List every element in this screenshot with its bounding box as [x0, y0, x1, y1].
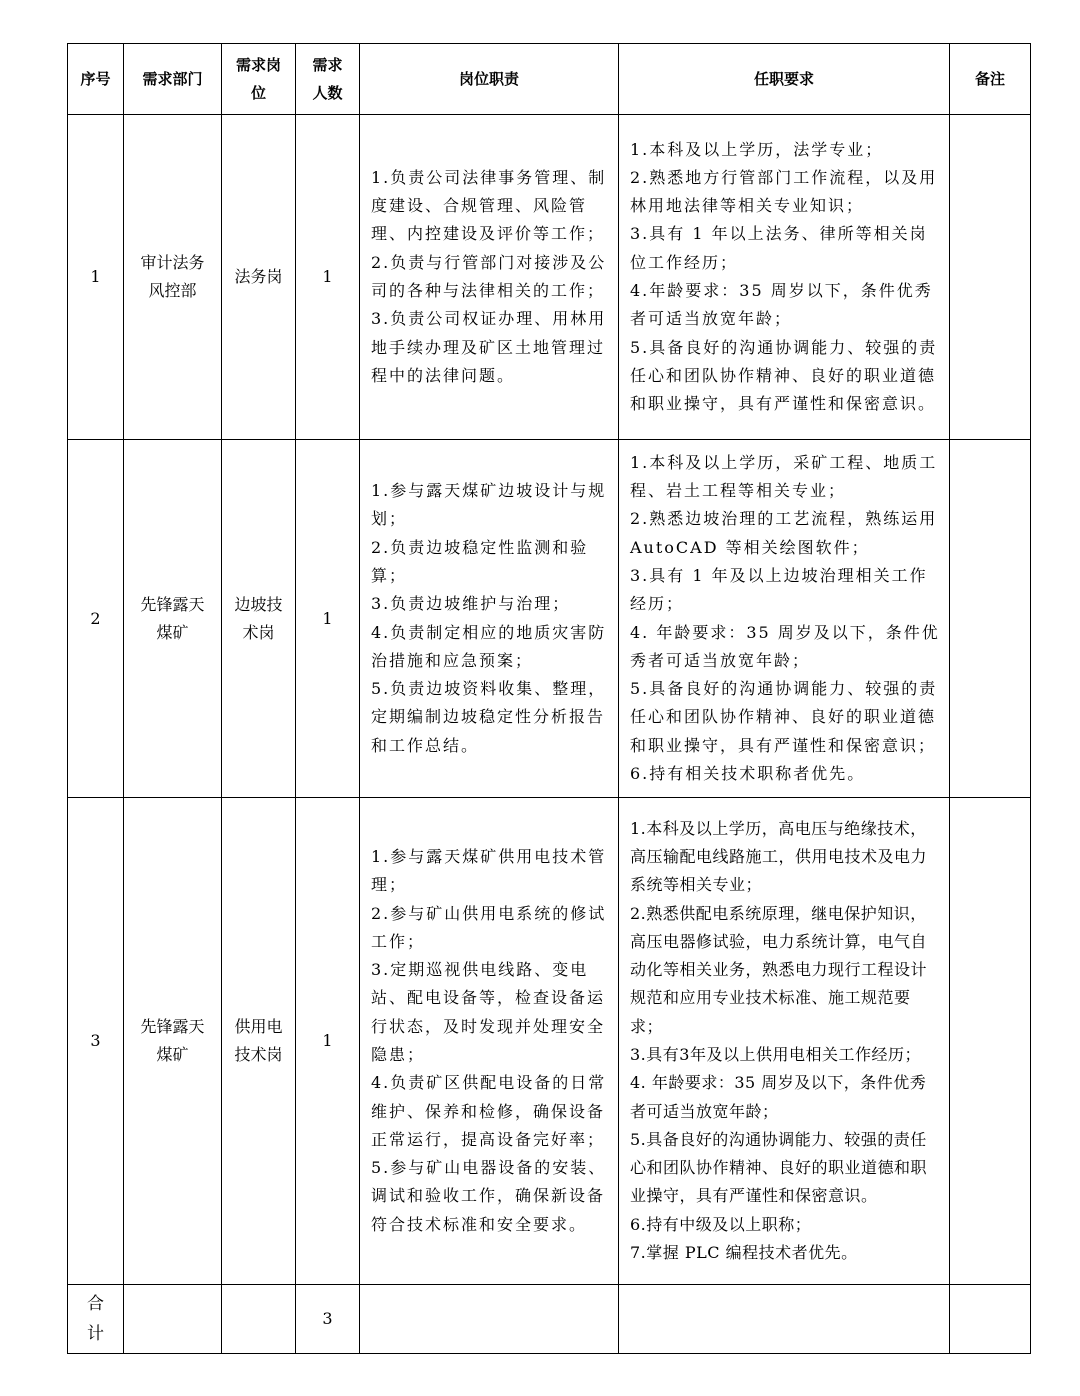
header-headcount: 需求人数 — [296, 44, 360, 115]
duty-item: 1.参与露天煤矿边坡设计与规划； — [371, 481, 607, 529]
row-index: 3 — [68, 798, 124, 1285]
row-department: 审计法务风控部 — [124, 115, 222, 440]
total-row — [68, 1285, 1031, 1354]
total-position — [222, 1285, 296, 1354]
requirement-item: 2.熟悉供配电系统原理，继电保护知识，高压电器修试验，电力系统计算，电气自动化等相关业务，熟悉电力现行工程设计规范和应用专业技术标准、施工规范要求； — [630, 903, 928, 1036]
row-requirements — [619, 798, 950, 1285]
row-requirements — [619, 440, 950, 798]
header-remarks: 备注 — [950, 44, 1031, 115]
row-duties — [360, 440, 619, 798]
duty-item: 4.负责矿区供配电设备的日常维护、保养和检修，确保设备正常运行，提高设备完好率； — [371, 1073, 607, 1149]
duty-item: 1.参与露天煤矿供用电技术管理； — [371, 846, 607, 895]
duty-item: 3.定期巡视供电线路、变电站、配电设备等，检查设备运行状态，及时发现并处理安全隐患； — [371, 960, 606, 1064]
table-row — [68, 798, 1031, 1285]
row-remarks — [950, 440, 1031, 798]
row-position: 边坡技术岗 — [222, 440, 296, 798]
row-remarks — [950, 798, 1031, 1285]
requirement-item: 5.具备良好的沟通协调能力、较强的责任心和团队协作精神、良好的职业道德和职业操守，具有严谨性和保密意识。 — [630, 337, 938, 414]
row-position: 法务岗 — [222, 115, 296, 440]
total-headcount: 3 — [296, 1285, 360, 1354]
row-remarks — [950, 115, 1031, 440]
total-label: 合计 — [68, 1285, 124, 1354]
duty-item: 3.负责边坡维护与治理； — [371, 594, 571, 614]
requirement-item: 2.熟悉地方行管部门工作流程，以及用林用地法律等相关专业知识； — [630, 167, 938, 216]
row-duties — [360, 115, 619, 440]
header-requirements: 任职要求 — [619, 44, 950, 115]
total-remarks — [950, 1285, 1031, 1354]
row-department: 先锋露天煤矿 — [124, 440, 222, 798]
requirement-item: 4. 年龄要求：35 周岁及以下，条件优秀者可适当放宽年龄； — [630, 622, 940, 670]
row-headcount: 1 — [296, 440, 360, 798]
requirement-item: 3.具有 1 年及以上边坡治理相关工作经历； — [630, 565, 928, 614]
duty-item: 1.负责公司法律事务管理、制度建设、合规管理、风险管理、内控建设及评价等工作； — [371, 167, 607, 244]
requirement-item: 1.本科及以上学历，法学专业； — [630, 139, 884, 159]
recruitment-table — [67, 43, 1031, 1354]
requirement-item: 4.年龄要求：35 周岁以下，条件优秀者可适当放宽年龄； — [630, 281, 933, 329]
requirement-item: 6.持有相关技术职称者优先。 — [630, 763, 866, 783]
header-index: 序号 — [68, 44, 124, 115]
requirement-item: 1.本科及以上学历，采矿工程、地质工程、岩土工程等相关专业； — [630, 452, 938, 501]
table-row — [68, 440, 1031, 798]
header-duties: 岗位职责 — [360, 44, 619, 115]
header-position: 需求岗位 — [222, 44, 296, 115]
requirement-item: 3.具有3年及以上供用电相关工作经历； — [630, 1045, 921, 1064]
requirement-item: 6.持有中级及以上职称； — [630, 1214, 812, 1234]
requirement-item: 5.具备良好的沟通协调能力、较强的责任心和团队协作精神、良好的职业道德和职业操守，具有严谨性和保密意识。 — [630, 1129, 928, 1206]
requirement-item: 1.本科及以上学历，高电压与绝缘技术，高压输配电线路施工，供用电技术及电力系统等相关专业； — [630, 818, 928, 895]
total-department — [124, 1285, 222, 1354]
table-row — [68, 115, 1031, 440]
duty-item: 2.负责边坡稳定性监测和验算； — [371, 537, 589, 585]
duty-item: 3.负责公司权证办理、用林用地手续办理及矿区土地管理过程中的法律问题。 — [371, 309, 607, 385]
duty-item: 5.负责边坡资料收集、整理，定期编制边坡稳定性分析报告和工作总结。 — [371, 679, 607, 755]
row-duties — [360, 798, 619, 1285]
requirement-item: 7.掌握 PLC 编程技术者优先。 — [630, 1243, 858, 1263]
row-requirements — [619, 115, 950, 440]
row-department: 先锋露天煤矿 — [124, 798, 222, 1285]
duty-item: 2.负责与行管部门对接涉及公司的各种与法律相关的工作； — [371, 252, 607, 300]
header-row — [68, 44, 1031, 115]
row-index: 1 — [68, 115, 124, 440]
header-department: 需求部门 — [124, 44, 222, 115]
duty-item: 4.负责制定相应的地质灾害防治措施和应急预案； — [371, 622, 607, 670]
row-position: 供用电技术岗 — [222, 798, 296, 1285]
requirement-item: 5.具备良好的沟通协调能力、较强的责任心和团队协作精神、良好的职业道德和职业操守，具有严谨性和保密意识； — [630, 679, 938, 755]
total-duties — [360, 1285, 619, 1354]
requirement-item: 3.具有 1 年以上法务、律所等相关岗位工作经历； — [630, 224, 928, 272]
row-headcount: 1 — [296, 115, 360, 440]
requirement-item: 2.熟悉边坡治理的工艺流程，熟练运用 AutoCAD 等相关绘图软件； — [630, 509, 938, 557]
total-requirements — [619, 1285, 950, 1354]
row-headcount: 1 — [296, 798, 360, 1285]
duty-item: 5.参与矿山电器设备的安装、调试和验收工作，确保新设备符合技术标准和安全要求。 — [371, 1158, 607, 1234]
row-index: 2 — [68, 440, 124, 798]
requirement-item: 4. 年龄要求：35 周岁及以下，条件优秀者可适当放宽年龄； — [630, 1073, 927, 1121]
duty-item: 2.参与矿山供用电系统的修试工作； — [371, 903, 607, 951]
